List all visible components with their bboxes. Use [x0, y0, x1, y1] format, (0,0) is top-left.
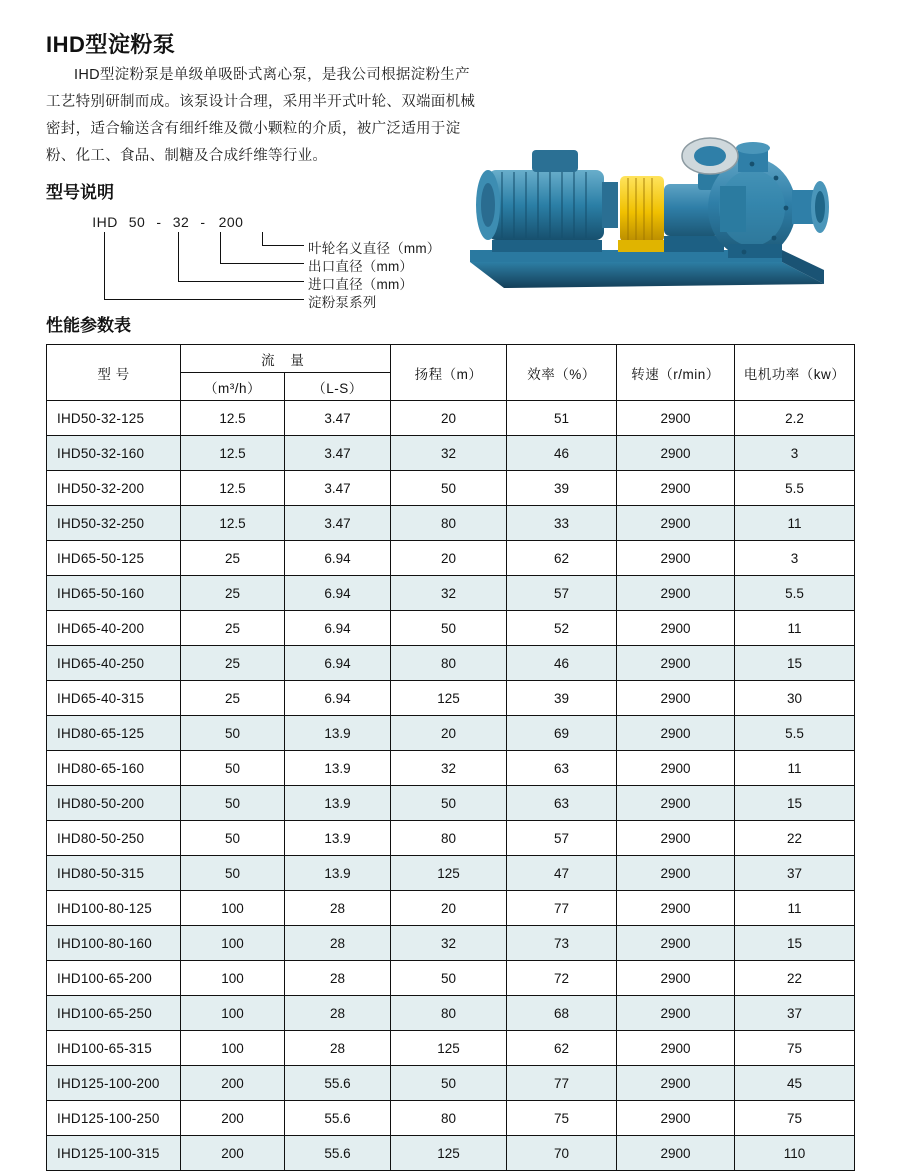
cell-model: IHD65-40-315	[47, 681, 181, 716]
model-code-dash-2: -	[200, 214, 206, 230]
cell-speed: 2900	[617, 856, 735, 891]
cell-flow-ls: 13.9	[285, 821, 391, 856]
cell-flow-ls: 13.9	[285, 856, 391, 891]
cell-head: 80	[391, 996, 507, 1031]
cell-head: 20	[391, 401, 507, 436]
cell-flow-m3h: 50	[181, 751, 285, 786]
cell-power: 75	[735, 1031, 855, 1066]
cell-power: 15	[735, 646, 855, 681]
th-flow-ls: （L-S）	[285, 373, 391, 401]
cell-flow-ls: 28	[285, 926, 391, 961]
cell-flow-m3h: 100	[181, 961, 285, 996]
performance-table	[46, 344, 855, 1171]
table-row	[47, 751, 855, 786]
cell-speed: 2900	[617, 1066, 735, 1101]
cell-efficiency: 63	[507, 751, 617, 786]
cell-head: 32	[391, 751, 507, 786]
table-row	[47, 646, 855, 681]
cell-flow-ls: 28	[285, 891, 391, 926]
cell-speed: 2900	[617, 961, 735, 996]
cell-power: 3	[735, 541, 855, 576]
cell-flow-ls: 13.9	[285, 786, 391, 821]
cell-head: 32	[391, 926, 507, 961]
cell-speed: 2900	[617, 401, 735, 436]
cell-flow-ls: 55.6	[285, 1136, 391, 1171]
cell-flow-m3h: 100	[181, 1031, 285, 1066]
table-header-row-1	[47, 345, 855, 373]
cell-efficiency: 77	[507, 891, 617, 926]
leader-line-horizontal-inlet	[178, 281, 304, 282]
leader-line-vertical-outlet	[220, 232, 221, 264]
cell-efficiency: 69	[507, 716, 617, 751]
cell-model: IHD65-40-200	[47, 611, 181, 646]
cell-power: 11	[735, 506, 855, 541]
cell-flow-ls: 13.9	[285, 751, 391, 786]
cell-power: 5.5	[735, 576, 855, 611]
table-row	[47, 681, 855, 716]
cell-head: 80	[391, 646, 507, 681]
cell-flow-ls: 6.94	[285, 576, 391, 611]
cell-efficiency: 62	[507, 1031, 617, 1066]
cell-flow-m3h: 12.5	[181, 436, 285, 471]
cell-efficiency: 39	[507, 471, 617, 506]
legend-impeller-diameter: 叶轮名义直径（mm）	[308, 241, 441, 256]
cell-model: IHD50-32-250	[47, 506, 181, 541]
cell-head: 50	[391, 611, 507, 646]
cell-efficiency: 75	[507, 1101, 617, 1136]
cell-model: IHD100-80-160	[47, 926, 181, 961]
table-row	[47, 856, 855, 891]
table-row	[47, 471, 855, 506]
cell-speed: 2900	[617, 541, 735, 576]
cell-speed: 2900	[617, 611, 735, 646]
leader-line-horizontal-series	[104, 299, 304, 300]
model-code-num3: 200	[218, 214, 244, 230]
cell-power: 110	[735, 1136, 855, 1171]
cell-speed: 2900	[617, 436, 735, 471]
cell-model: IHD80-50-250	[47, 821, 181, 856]
cell-speed: 2900	[617, 646, 735, 681]
cell-flow-m3h: 100	[181, 891, 285, 926]
cell-efficiency: 46	[507, 436, 617, 471]
cell-speed: 2900	[617, 891, 735, 926]
table-header	[47, 345, 855, 401]
table-body	[47, 401, 855, 1171]
cell-head: 20	[391, 716, 507, 751]
cell-power: 3	[735, 436, 855, 471]
cell-flow-m3h: 200	[181, 1066, 285, 1101]
cell-model: IHD125-100-200	[47, 1066, 181, 1101]
cell-power: 11	[735, 751, 855, 786]
cell-head: 125	[391, 681, 507, 716]
cell-speed: 2900	[617, 471, 735, 506]
cell-model: IHD65-50-125	[47, 541, 181, 576]
th-model: 型 号	[47, 345, 181, 401]
model-code-diagram	[46, 206, 476, 310]
cell-model: IHD65-50-160	[47, 576, 181, 611]
cell-head: 50	[391, 471, 507, 506]
table-row	[47, 1066, 855, 1101]
cell-model: IHD80-65-160	[47, 751, 181, 786]
cell-flow-ls: 28	[285, 961, 391, 996]
cell-head: 32	[391, 576, 507, 611]
table-row	[47, 996, 855, 1031]
cell-speed: 2900	[617, 681, 735, 716]
cell-efficiency: 57	[507, 576, 617, 611]
th-efficiency: 效率（%）	[507, 345, 617, 401]
cell-flow-m3h: 12.5	[181, 401, 285, 436]
table-row	[47, 716, 855, 751]
cell-head: 125	[391, 856, 507, 891]
cell-flow-m3h: 25	[181, 576, 285, 611]
table-row	[47, 1031, 855, 1066]
cell-power: 11	[735, 891, 855, 926]
table-row	[47, 1101, 855, 1136]
cell-efficiency: 62	[507, 541, 617, 576]
cell-efficiency: 73	[507, 926, 617, 961]
table-row	[47, 891, 855, 926]
cell-head: 50	[391, 1066, 507, 1101]
cell-speed: 2900	[617, 1031, 735, 1066]
cell-flow-m3h: 25	[181, 611, 285, 646]
cell-efficiency: 63	[507, 786, 617, 821]
leader-line-vertical-series	[104, 232, 105, 300]
intro-paragraph: IHD型淀粉泵是单级单吸卧式离心泵，是我公司根据淀粉生产工艺特别研制而成。该泵设计合理，采用半开式叶轮、双端面机械密封，适合输送含有细纤维及微小颗粒的介质，被广泛适用于淀粉、化工、食品、制糖及合成纤维等行业。	[46, 67, 476, 164]
cell-model: IHD100-80-125	[47, 891, 181, 926]
cell-flow-m3h: 25	[181, 681, 285, 716]
cell-power: 15	[735, 926, 855, 961]
cell-model: IHD50-32-160	[47, 436, 181, 471]
cell-flow-ls: 28	[285, 1031, 391, 1066]
cell-model: IHD80-65-125	[47, 716, 181, 751]
cell-power: 22	[735, 961, 855, 996]
cell-speed: 2900	[617, 926, 735, 961]
leader-line-vertical-impeller	[262, 232, 263, 246]
table-row	[47, 401, 855, 436]
cell-model: IHD100-65-200	[47, 961, 181, 996]
cell-flow-ls: 28	[285, 996, 391, 1031]
cell-flow-ls: 6.94	[285, 646, 391, 681]
performance-section-title: 性能参数表	[46, 316, 131, 335]
cell-efficiency: 47	[507, 856, 617, 891]
cell-head: 50	[391, 786, 507, 821]
cell-power: 22	[735, 821, 855, 856]
cell-head: 50	[391, 961, 507, 996]
cell-efficiency: 70	[507, 1136, 617, 1171]
legend-pump-series: 淀粉泵系列	[308, 295, 377, 310]
cell-flow-ls: 3.47	[285, 401, 391, 436]
th-flow-m3h: （m³/h）	[181, 373, 285, 401]
cell-speed: 2900	[617, 821, 735, 856]
cell-efficiency: 72	[507, 961, 617, 996]
cell-head: 125	[391, 1136, 507, 1171]
cell-efficiency: 52	[507, 611, 617, 646]
cell-model: IHD80-50-315	[47, 856, 181, 891]
cell-model: IHD100-65-250	[47, 996, 181, 1031]
cell-flow-m3h: 50	[181, 786, 285, 821]
legend-outlet-diameter: 出口直径（mm）	[308, 259, 414, 274]
cell-flow-m3h: 200	[181, 1101, 285, 1136]
cell-head: 80	[391, 821, 507, 856]
table-row	[47, 576, 855, 611]
cell-speed: 2900	[617, 1136, 735, 1171]
model-code-prefix: IHD	[92, 214, 118, 230]
cell-efficiency: 51	[507, 401, 617, 436]
th-power: 电机功率（kw）	[735, 345, 855, 401]
cell-flow-m3h: 12.5	[181, 471, 285, 506]
cell-speed: 2900	[617, 716, 735, 751]
cell-power: 45	[735, 1066, 855, 1101]
cell-flow-m3h: 25	[181, 541, 285, 576]
cell-flow-ls: 55.6	[285, 1101, 391, 1136]
cell-model: IHD125-100-250	[47, 1101, 181, 1136]
leader-line-horizontal-outlet	[220, 263, 304, 264]
table-row	[47, 611, 855, 646]
th-flow: 流 量	[181, 345, 391, 373]
cell-speed: 2900	[617, 786, 735, 821]
cell-flow-m3h: 200	[181, 1136, 285, 1171]
pump-illustration-svg	[452, 112, 862, 302]
cell-flow-ls: 6.94	[285, 541, 391, 576]
cell-power: 37	[735, 996, 855, 1031]
cell-flow-ls: 6.94	[285, 611, 391, 646]
cell-head: 20	[391, 891, 507, 926]
cell-flow-m3h: 12.5	[181, 506, 285, 541]
cell-efficiency: 77	[507, 1066, 617, 1101]
cell-model: IHD65-40-250	[47, 646, 181, 681]
cell-speed: 2900	[617, 1101, 735, 1136]
model-code-row	[88, 214, 252, 230]
cell-power: 37	[735, 856, 855, 891]
th-head: 扬程（m）	[391, 345, 507, 401]
cell-head: 80	[391, 1101, 507, 1136]
cell-flow-ls: 6.94	[285, 681, 391, 716]
cell-head: 20	[391, 541, 507, 576]
cell-head: 80	[391, 506, 507, 541]
cell-model: IHD80-50-200	[47, 786, 181, 821]
cell-flow-ls: 3.47	[285, 436, 391, 471]
cell-head: 32	[391, 436, 507, 471]
cell-efficiency: 46	[507, 646, 617, 681]
legend-inlet-diameter: 进口直径（mm）	[308, 277, 414, 292]
table-row	[47, 541, 855, 576]
table-row	[47, 926, 855, 961]
cell-head: 125	[391, 1031, 507, 1066]
cell-power: 2.2	[735, 401, 855, 436]
model-code-num2: 32	[172, 214, 190, 230]
th-speed: 转速（r/min）	[617, 345, 735, 401]
cell-speed: 2900	[617, 751, 735, 786]
model-code-num1: 50	[128, 214, 146, 230]
model-code-dash-1: -	[156, 214, 162, 230]
cell-flow-ls: 55.6	[285, 1066, 391, 1101]
cell-flow-ls: 13.9	[285, 716, 391, 751]
cell-power: 5.5	[735, 471, 855, 506]
cell-model: IHD50-32-200	[47, 471, 181, 506]
cell-model: IHD125-100-315	[47, 1136, 181, 1171]
cell-power: 5.5	[735, 716, 855, 751]
cell-efficiency: 57	[507, 821, 617, 856]
cell-flow-ls: 3.47	[285, 506, 391, 541]
table-row	[47, 786, 855, 821]
cell-efficiency: 33	[507, 506, 617, 541]
table-row	[47, 506, 855, 541]
cell-efficiency: 68	[507, 996, 617, 1031]
cell-speed: 2900	[617, 506, 735, 541]
cell-efficiency: 39	[507, 681, 617, 716]
cell-power: 75	[735, 1101, 855, 1136]
product-photo	[452, 112, 862, 302]
cell-speed: 2900	[617, 996, 735, 1031]
cell-flow-m3h: 50	[181, 821, 285, 856]
leader-line-horizontal-impeller	[262, 245, 304, 246]
cell-speed: 2900	[617, 576, 735, 611]
cell-power: 30	[735, 681, 855, 716]
table-row	[47, 961, 855, 996]
cell-flow-m3h: 100	[181, 926, 285, 961]
leader-line-vertical-inlet	[178, 232, 179, 282]
cell-power: 15	[735, 786, 855, 821]
cell-flow-m3h: 50	[181, 856, 285, 891]
cell-flow-m3h: 25	[181, 646, 285, 681]
cell-model: IHD100-65-315	[47, 1031, 181, 1066]
cell-model: IHD50-32-125	[47, 401, 181, 436]
cell-flow-m3h: 100	[181, 996, 285, 1031]
page-title: IHD型淀粉泵	[46, 32, 176, 57]
model-section-title: 型号说明	[46, 183, 114, 202]
table-row	[47, 1136, 855, 1171]
table-row	[47, 436, 855, 471]
cell-flow-m3h: 50	[181, 716, 285, 751]
cell-flow-ls: 3.47	[285, 471, 391, 506]
cell-power: 11	[735, 611, 855, 646]
table-row	[47, 821, 855, 856]
